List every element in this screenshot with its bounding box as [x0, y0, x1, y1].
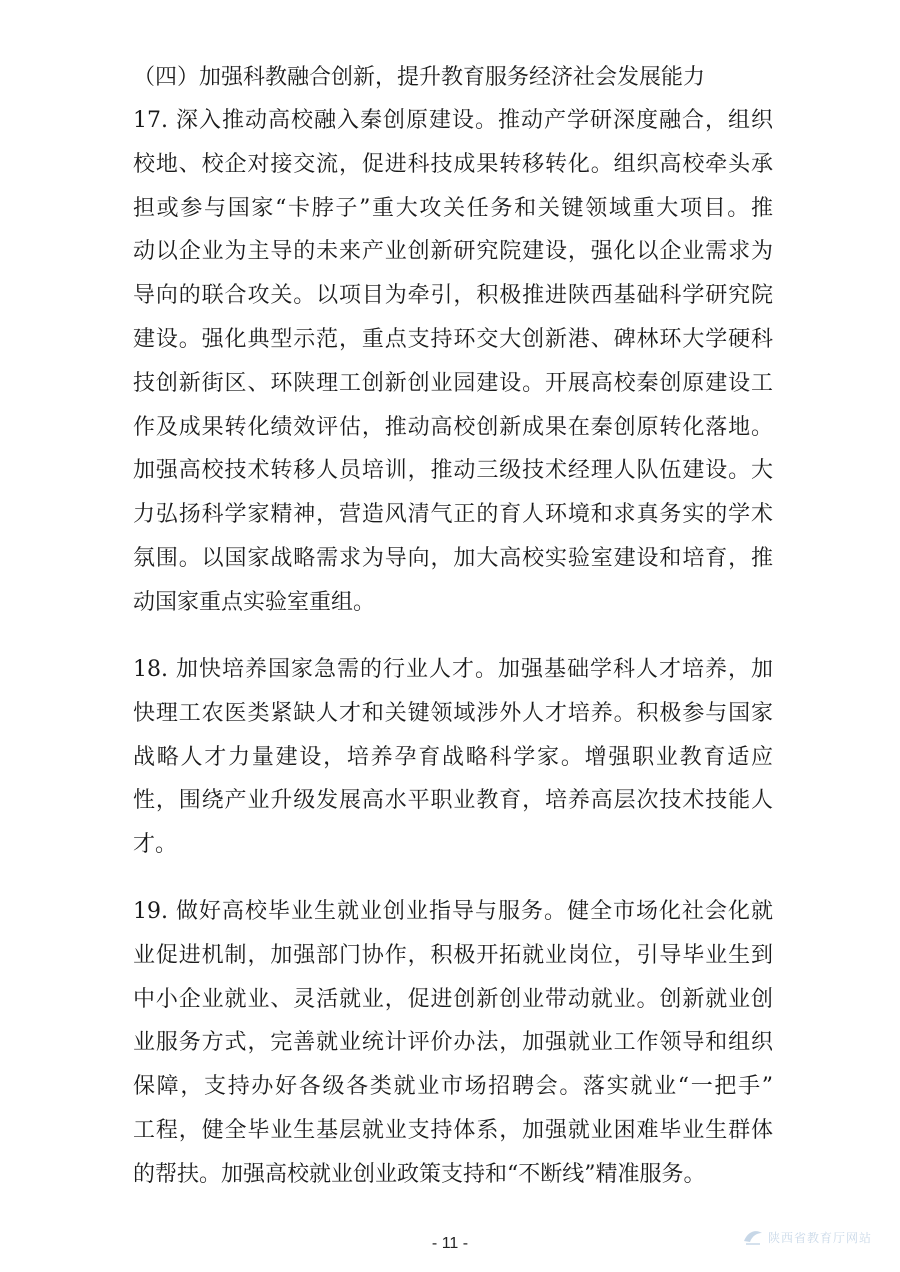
- text-line: 保障，支持办好各级各类就业市场招聘会。落实就业“一把手”: [133, 1074, 773, 1100]
- text-line: 动国家重点实验室重组。: [133, 589, 376, 615]
- text-line: 17. 深入推动高校融入秦创原建设。推动产学研深度融合，组织: [133, 108, 773, 133]
- text-line: 中小企业就业、灵活就业，促进创新创业带动就业。创新就业创: [133, 986, 773, 1012]
- page-number: - 11 -: [431, 1235, 469, 1252]
- text-line: 快理工农医类紧缺人才和关键领域涉外人才培养。积极参与国家: [133, 700, 773, 726]
- text-line: 氛围。以国家战略需求为导向，加大高校实验室建设和培育，推: [133, 545, 773, 571]
- text-line: 战略人才力量建设，培养孕育战略科学家。增强职业教育适应: [133, 744, 773, 770]
- text-line: 加强高校技术转移人员培训，推动三级技术经理人队伍建设。大: [133, 458, 773, 484]
- list-item: [133, 652, 773, 871]
- watermark: [742, 1225, 892, 1249]
- list-item: [133, 103, 773, 629]
- text-line: 校地、校企对接交流，促进科技成果转移转化。组织高校牵头承: [133, 151, 773, 177]
- text-line: 导向的联合攻关。以项目为牵引，积极推进陕西基础科学研究院: [133, 283, 773, 309]
- text-line: 担或参与国家“卡脖子”重大攻关任务和关键领域重大项目。推: [133, 195, 773, 221]
- text-line: 动以企业为主导的未来产业创新研究院建设，强化以企业需求为: [133, 239, 773, 265]
- text-line: 工程，健全毕业生基层就业支持体系，加强就业困难毕业生群体: [133, 1117, 773, 1143]
- text-line: 才。: [133, 832, 178, 858]
- text-line: 业促进机制，加强部门协作，积极开拓就业岗位，引导毕业生到: [133, 942, 773, 968]
- text-line: 性，围绕产业升级发展高水平职业教育，培养高层次技术技能人: [133, 788, 773, 814]
- text-line: 建设。强化典型示范，重点支持环交大创新港、碑林环大学硬科: [133, 326, 773, 352]
- text-line: 作及成果转化绩效评估，推动高校创新成果在秦创原转化落地。: [133, 414, 773, 440]
- text-line: 的帮扶。加强高校就业创业政策支持和“不断线”精准服务。: [133, 1161, 706, 1187]
- text-line: 力弘扬科学家精神，营造风清气正的育人环境和求真务实的学术: [133, 502, 773, 528]
- text-line: 业服务方式，完善就业统计评价办法，加强就业工作领导和组织: [133, 1030, 773, 1056]
- list-item: [133, 894, 773, 1201]
- text-line: 18. 加快培养国家急需的行业人才。加强基础学科人才培养，加: [133, 657, 773, 682]
- watermark-text: 陕西省教育厅网站: [768, 1230, 873, 1245]
- logo-icon: [742, 1227, 764, 1247]
- text-line: 19. 做好高校毕业生就业创业指导与服务。健全市场化社会化就: [133, 899, 773, 924]
- section-heading: （四）加强科教融合创新，提升教育服务经济社会发展能力: [133, 65, 706, 90]
- text-line: 技创新街区、环陕理工创新创业园建设。开展高校秦创原建设工: [133, 370, 773, 396]
